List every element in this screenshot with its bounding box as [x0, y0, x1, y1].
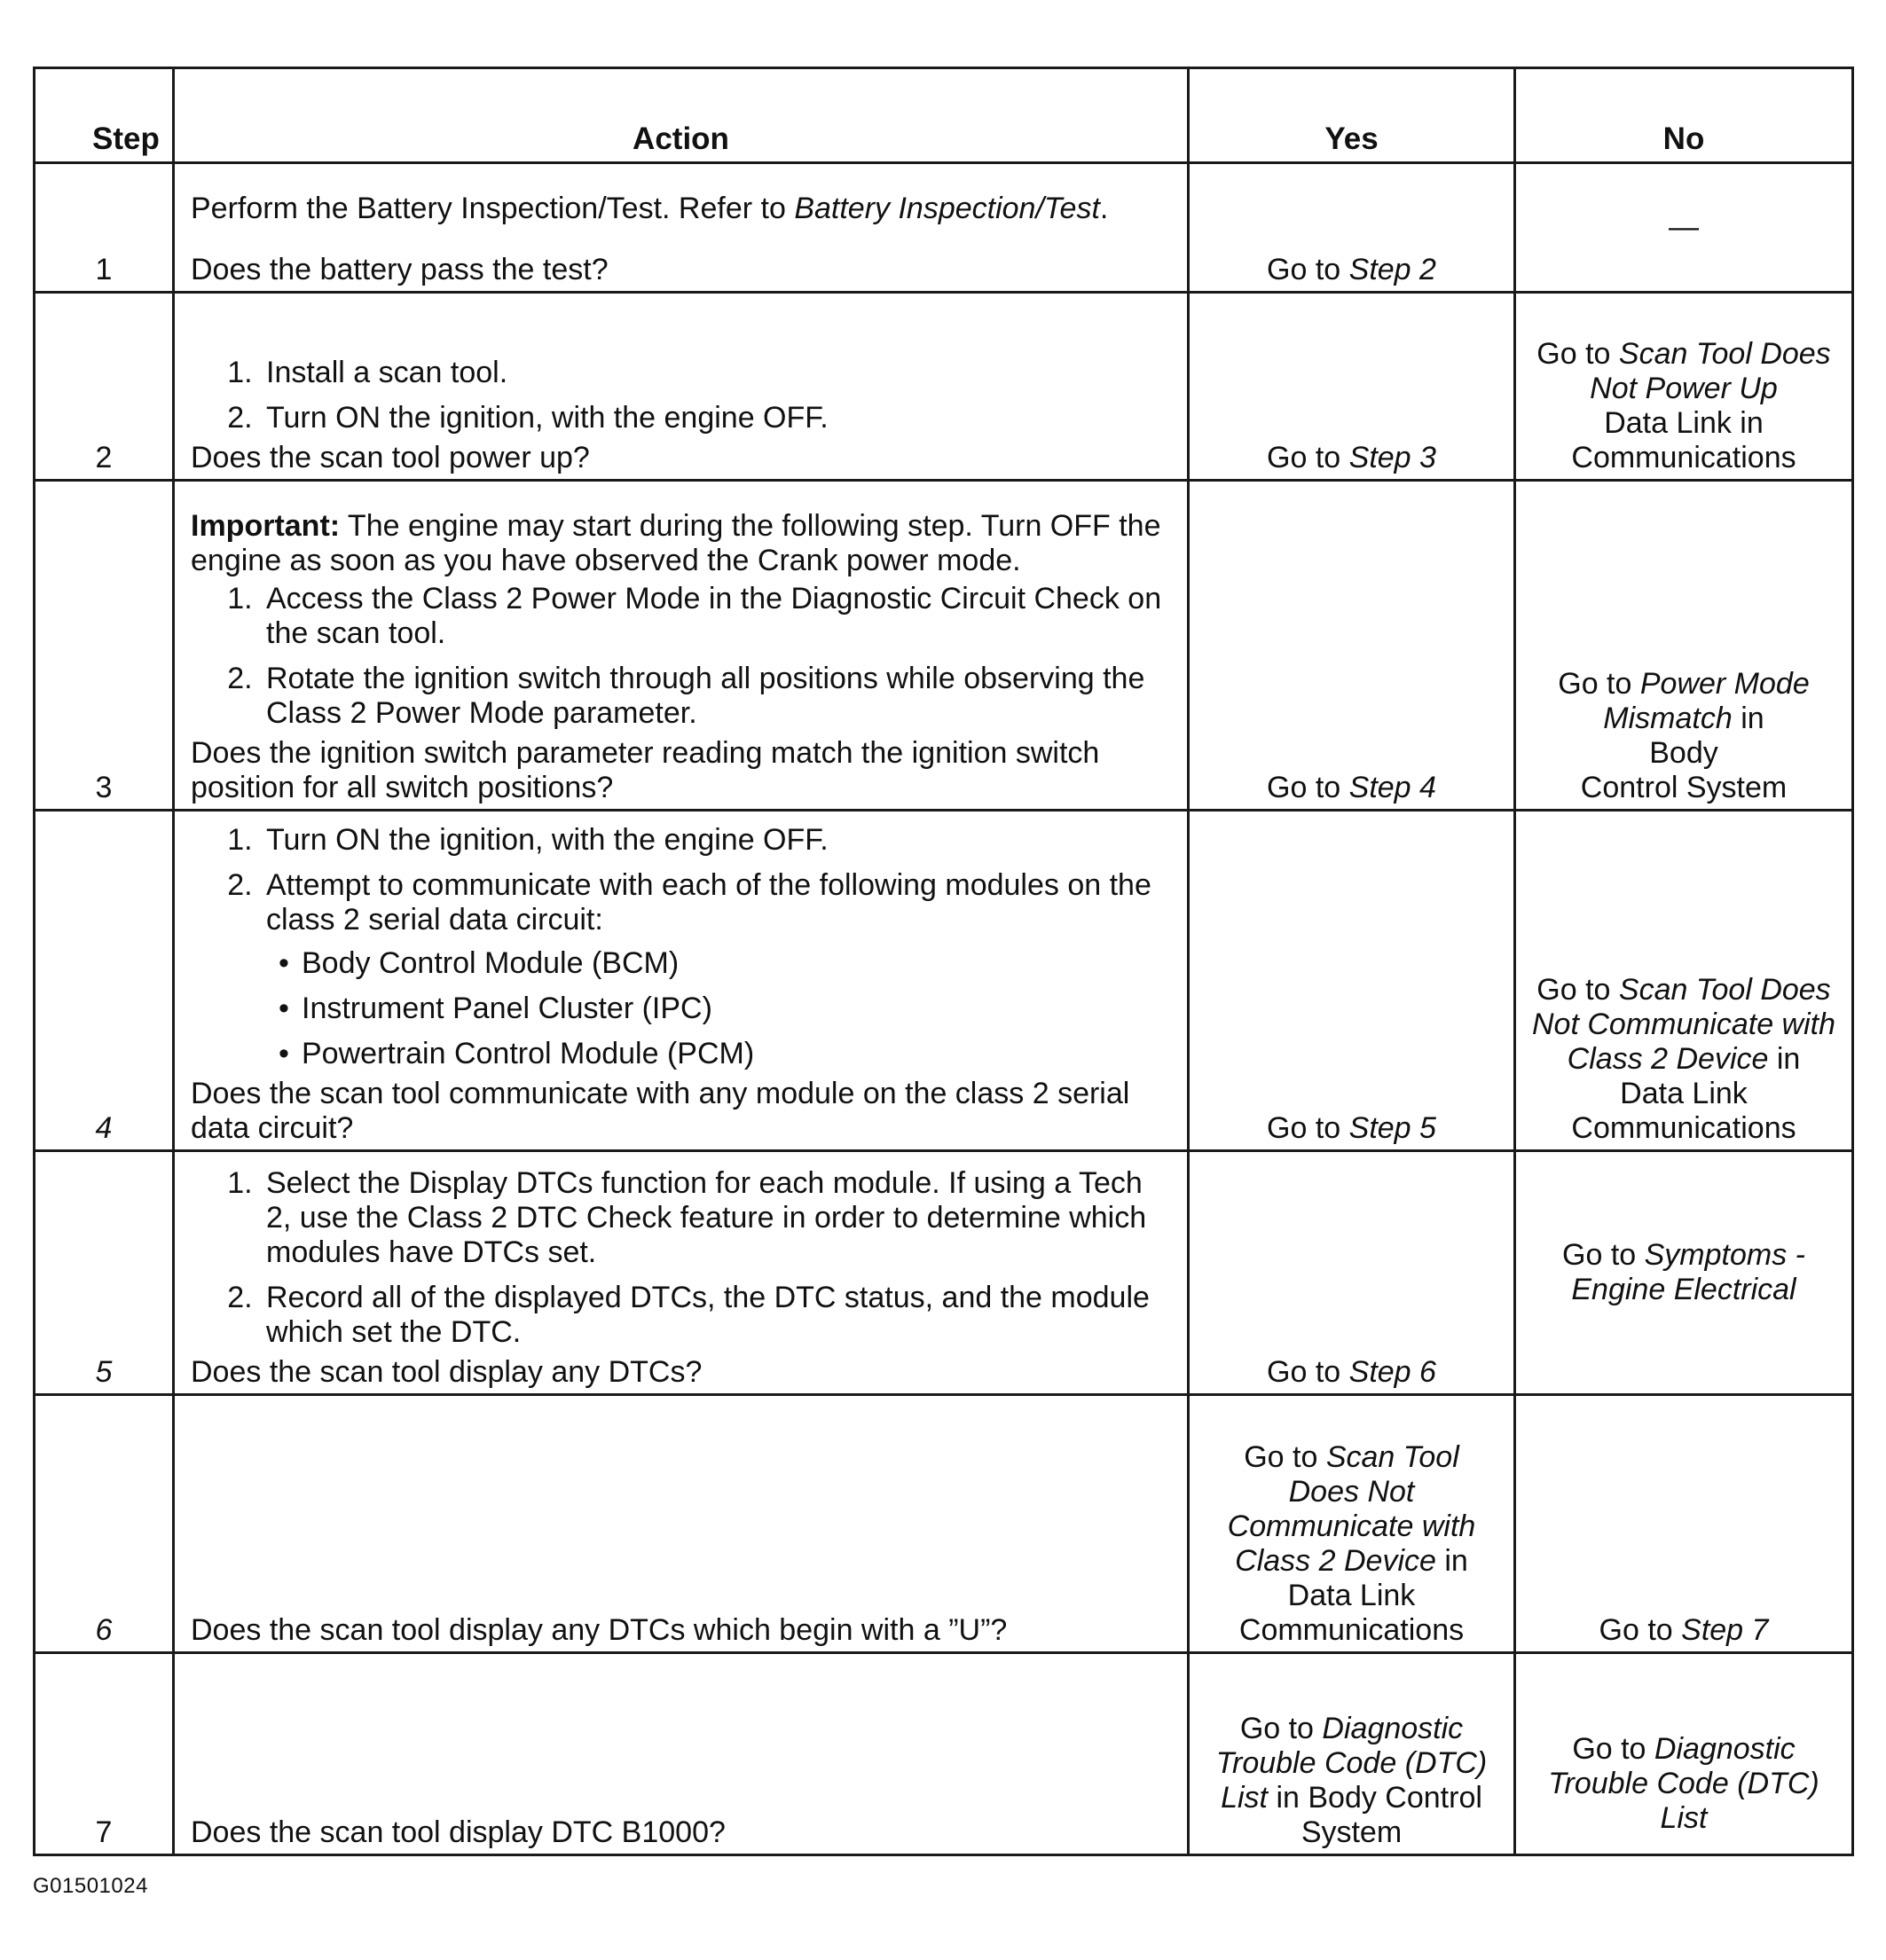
action-question: Does the scan tool display any DTCs? [191, 1355, 703, 1389]
header-no: No [1515, 68, 1853, 163]
substep-list [191, 582, 1171, 731]
no-cell: Go to Scan Tool Does Not Communicate with Class 2 Device in Data Link Communications [1515, 811, 1853, 1151]
important-note: Important: The engine may start during the following step. Turn OFF the engine as soon as you have observed the Crank power mode. [191, 509, 1161, 577]
no-cell: Go to Diagnostic Trouble Code (DTC) List [1515, 1653, 1853, 1855]
module-item: • Powertrain Control Module (PCM) [279, 1037, 1171, 1071]
step-number: 4 [35, 811, 174, 1151]
yes-cell: Go to Step 5 [1189, 811, 1515, 1151]
substep: 2. Rotate the ignition switch through all positions while observing the Class 2 Power Mode parameter. [261, 662, 1171, 731]
action-cell [174, 163, 1189, 293]
action-question: Does the ignition switch parameter reading match the ignition switch position for all switch positions? [191, 736, 1100, 804]
action-question: Does the battery pass the test? [191, 253, 609, 286]
table-row [35, 1395, 1853, 1653]
yes-cell: Go to Step 6 [1189, 1151, 1515, 1395]
reference-link: Scan Tool Does Not Communicate with Class 2 Device [1227, 1440, 1476, 1578]
step-number: 1 [35, 163, 174, 293]
action-question: Does the scan tool communicate with any module on the class 2 serial data circuit? [191, 1077, 1130, 1145]
substep-list [191, 823, 1171, 1071]
yes-cell: Go to Step 4 [1189, 481, 1515, 811]
substep-list [191, 1166, 1171, 1350]
module-item: • Body Control Module (BCM) [279, 946, 1171, 981]
step-number: 6 [35, 1395, 174, 1653]
reference-link: Step 5 [1348, 1111, 1436, 1145]
no-cell: Go to Power Mode Mismatch in Body Control System [1515, 481, 1853, 811]
header-yes: Yes [1189, 68, 1515, 163]
yes-cell: Go to Step 3 [1189, 293, 1515, 481]
action-cell [174, 293, 1189, 481]
substep: 1. Select the Display DTCs function for each module. If using a Tech 2, use the Class 2 DTC Check feature in order to determine which modules have DTCs set. [261, 1166, 1171, 1270]
table-row [35, 1151, 1853, 1395]
substep: 2. Attempt to communicate with each of the following modules on the class 2 serial data circuit: • Body Control Module (BCM) • Instrument Panel Cluster (IPC) • Powertrain Control Module (PCM) [261, 868, 1171, 1071]
reference-link: Diagnostic Trouble Code (DTC) List [1215, 1712, 1488, 1815]
table-row [35, 293, 1853, 481]
action-text: Perform the Battery Inspection/Test. Refer to Battery Inspection/Test. [191, 192, 1109, 225]
reference-link: Scan Tool Does Not Communicate with Class 2 Device [1532, 973, 1836, 1076]
no-cell: Go to Step 7 [1515, 1395, 1853, 1653]
no-cell: Go to Scan Tool Does Not Power Up Data Link in Communications [1515, 293, 1853, 481]
step-number: 7 [35, 1653, 174, 1855]
yes-cell: Go to Scan Tool Does Not Communicate with Class 2 Device in Data Link Communications [1189, 1395, 1515, 1653]
substep: 1. Access the Class 2 Power Mode in the Diagnostic Circuit Check on the scan tool. [261, 582, 1171, 651]
reference-link: Diagnostic Trouble Code (DTC) List [1548, 1732, 1819, 1835]
reference-link: Step 4 [1348, 771, 1436, 804]
diagnostic-table [33, 67, 1854, 1856]
table-row [35, 481, 1853, 811]
header-action: Action [174, 68, 1189, 163]
reference-link: Step 3 [1348, 441, 1436, 474]
step-number: 3 [35, 481, 174, 811]
step-number: 2 [35, 293, 174, 481]
reference-link: Step 6 [1348, 1355, 1436, 1389]
action-cell [174, 1395, 1189, 1653]
reference-link: Symptoms - Engine Electrical [1571, 1238, 1805, 1306]
substep: 1. Install a scan tool. [261, 356, 1171, 390]
reference-link: Power Mode Mismatch [1603, 667, 1810, 735]
header-row [35, 68, 1853, 163]
module-list [266, 946, 1171, 1071]
no-cell: Go to Symptoms - Engine Electrical [1515, 1151, 1853, 1395]
yes-cell: Go to Step 2 [1189, 163, 1515, 293]
reference-link: Battery Inspection/Test [794, 192, 1100, 225]
reference-link: Step 7 [1681, 1613, 1769, 1647]
table-row [35, 811, 1853, 1151]
action-cell [174, 1151, 1189, 1395]
substep: 2. Record all of the displayed DTCs, the DTC status, and the module which set the DTC. [261, 1281, 1171, 1350]
substep-list [191, 356, 1171, 435]
no-cell: — [1515, 163, 1853, 293]
figure-id: G01501024 [33, 1874, 148, 1898]
action-question: Does the scan tool display DTC B1000? [191, 1815, 726, 1849]
substep: 1. Turn ON the ignition, with the engine OFF. [261, 823, 1171, 858]
reference-link: Step 2 [1348, 253, 1436, 286]
action-cell [174, 811, 1189, 1151]
substep: 2. Turn ON the ignition, with the engine OFF. [261, 401, 1171, 435]
action-question: Does the scan tool power up? [191, 441, 590, 474]
header-step: Step [35, 68, 174, 163]
module-item: • Instrument Panel Cluster (IPC) [279, 992, 1171, 1026]
reference-link: Scan Tool Does Not Power Up [1590, 337, 1831, 405]
action-question: Does the scan tool display any DTCs which begin with a ”U”? [191, 1613, 1008, 1647]
table-row [35, 1653, 1853, 1855]
action-cell [174, 481, 1189, 811]
table-row [35, 163, 1853, 293]
step-number: 5 [35, 1151, 174, 1395]
action-cell [174, 1653, 1189, 1855]
yes-cell: Go to Diagnostic Trouble Code (DTC) List in Body Control System [1189, 1653, 1515, 1855]
